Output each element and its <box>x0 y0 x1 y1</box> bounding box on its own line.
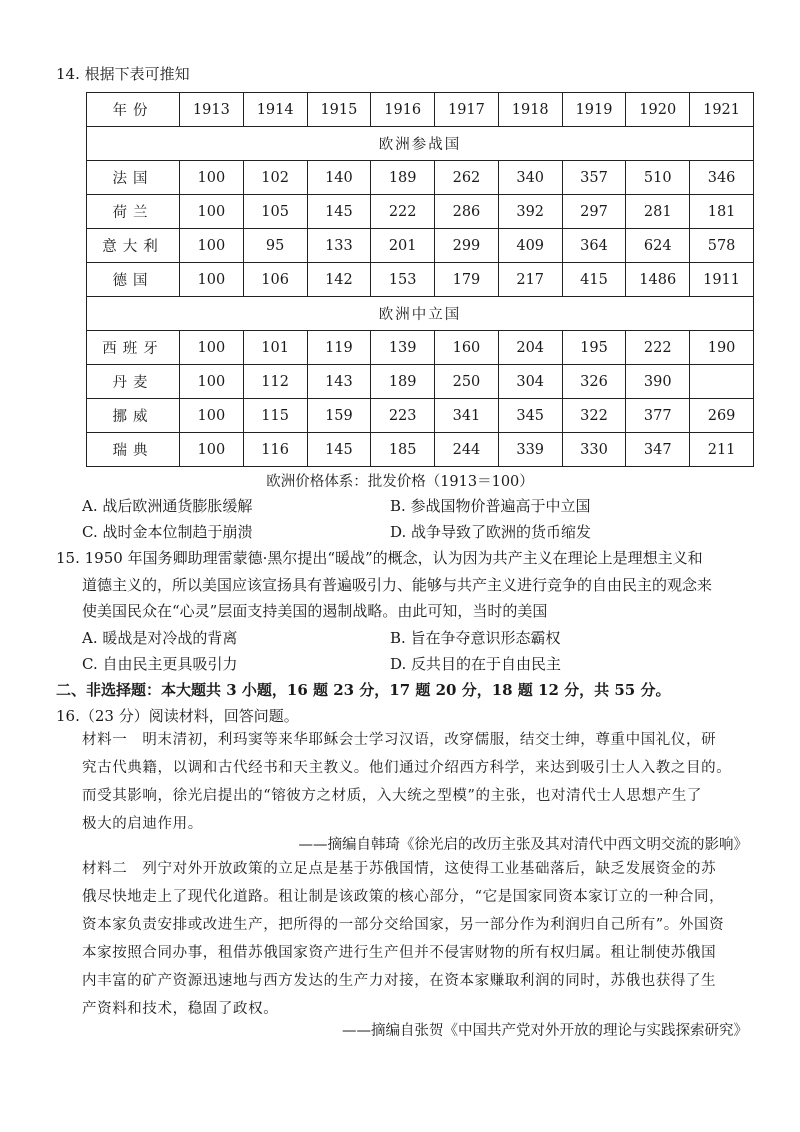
material-2-source: ——摘编自张贺《中国共产党对外开放的理论与实践探索研究》 <box>342 1023 748 1039</box>
price-cell: 102 <box>243 161 307 195</box>
q15-option-a[interactable]: A. 暖战是对冷战的背离 <box>82 629 238 647</box>
price-cell: 116 <box>243 433 307 467</box>
price-cell: 106 <box>243 263 307 297</box>
country-name: 瑞典 <box>87 433 180 467</box>
q14-option-c[interactable]: C. 战时金本位制趋于崩溃 <box>82 523 253 541</box>
price-cell: 100 <box>180 195 244 229</box>
price-cell: 185 <box>371 433 435 467</box>
price-cell: 347 <box>626 433 690 467</box>
price-cell: 415 <box>562 263 626 297</box>
country-name: 意大利 <box>87 229 180 263</box>
material-2-line-2: 俄尽快地走上了现代化道路。租让制是该政策的核心部分，“它是国家同资本家订立的一种合同， <box>82 889 725 905</box>
header-year: 1918 <box>498 93 562 127</box>
price-cell: 341 <box>435 399 499 433</box>
country-name: 挪威 <box>87 399 180 433</box>
price-cell: 1911 <box>690 263 754 297</box>
header-year: 1914 <box>243 93 307 127</box>
country-name: 西班牙 <box>87 331 180 365</box>
price-cell: 112 <box>243 365 307 399</box>
q15-stem-line-2: 道德主义的，所以美国应该宣扬具有普遍吸引力、能够与共产主义进行竞争的自由民主的观念来 <box>82 576 713 594</box>
material-1-line-1: 材料一 明末清初，利玛窦等来华耶稣会士学习汉语，改穿儒服，结交士绅，尊重中国礼仪，研 <box>82 732 717 748</box>
price-cell: 100 <box>180 365 244 399</box>
table-section-row <box>87 297 754 331</box>
price-cell: 115 <box>243 399 307 433</box>
price-cell: 578 <box>690 229 754 263</box>
price-cell: 100 <box>180 263 244 297</box>
price-cell: 179 <box>435 263 499 297</box>
price-cell: 100 <box>180 433 244 467</box>
header-year: 1919 <box>562 93 626 127</box>
price-cell: 222 <box>626 331 690 365</box>
price-cell: 204 <box>498 331 562 365</box>
country-name: 法国 <box>87 161 180 195</box>
price-cell: 189 <box>371 365 435 399</box>
price-cell: 244 <box>435 433 499 467</box>
header-year-label: 年份 <box>87 93 180 127</box>
q15-option-d[interactable]: D. 反共目的在于自由民主 <box>390 655 562 673</box>
price-cell: 100 <box>180 399 244 433</box>
table-caption: 欧洲价格体系：批发价格（1913＝100） <box>266 474 534 490</box>
section-label: 欧洲参战国 <box>87 127 754 161</box>
q14-option-a[interactable]: A. 战后欧洲通货膨胀缓解 <box>82 497 253 515</box>
price-cell: 297 <box>562 195 626 229</box>
price-cell <box>690 365 754 399</box>
price-cell: 145 <box>307 195 371 229</box>
price-cell: 142 <box>307 263 371 297</box>
material-2 <box>82 855 724 1023</box>
price-cell: 195 <box>562 331 626 365</box>
q14-option-d[interactable]: D. 战争导致了欧洲的货币缩发 <box>390 523 592 541</box>
price-cell: 281 <box>626 195 690 229</box>
price-cell: 377 <box>626 399 690 433</box>
table-row <box>87 161 754 195</box>
price-cell: 133 <box>307 229 371 263</box>
header-year: 1917 <box>435 93 499 127</box>
price-cell: 190 <box>690 331 754 365</box>
table-row <box>87 365 754 399</box>
price-cell: 160 <box>435 331 499 365</box>
q15-option-c[interactable]: C. 自由民主更具吸引力 <box>82 655 238 673</box>
price-cell: 346 <box>690 161 754 195</box>
price-cell: 262 <box>435 161 499 195</box>
price-cell: 330 <box>562 433 626 467</box>
table-row <box>87 399 754 433</box>
q14-option-b[interactable]: B. 参战国物价普遍高于中立国 <box>390 497 591 515</box>
price-cell: 339 <box>498 433 562 467</box>
price-cell: 145 <box>307 433 371 467</box>
table-row <box>87 263 754 297</box>
q15-stem-line-1: 15. 1950 年国务卿助理雷蒙德·黑尔提出“暖战”的概念，认为因为共产主义在理论上是理想主义和 <box>56 549 703 567</box>
material-2-line-3: 资本家负责安排或改进生产，把所得的一部分交给国家，另一部分作为利润归自己所有”。外国资 <box>82 917 725 933</box>
material-2-line-4: 本家按照合同办事，租借苏俄国家资产进行生产但并不侵害财物的所有权归属。租让制使苏俄国 <box>82 945 717 961</box>
price-cell: 100 <box>180 161 244 195</box>
price-table <box>86 92 754 467</box>
price-cell: 223 <box>371 399 435 433</box>
price-cell: 100 <box>180 229 244 263</box>
header-year: 1921 <box>690 93 754 127</box>
q14-title: 14. 根据下表可推知 <box>56 65 190 83</box>
table-section-row <box>87 127 754 161</box>
header-year: 1915 <box>307 93 371 127</box>
price-cell: 222 <box>371 195 435 229</box>
country-name: 丹麦 <box>87 365 180 399</box>
price-cell: 211 <box>690 433 754 467</box>
price-cell: 340 <box>498 161 562 195</box>
price-cell: 181 <box>690 195 754 229</box>
material-1-source: ——摘编自韩琦《徐光启的改历主张及其对清代中西文明交流的影响》 <box>298 837 748 853</box>
price-cell: 95 <box>243 229 307 263</box>
material-2-line-1: 材料二 列宁对外开放政策的立足点是基于苏俄国情，这使得工业基础落后，缺乏发展资金的苏 <box>82 861 717 877</box>
price-cell: 139 <box>371 331 435 365</box>
material-1-line-2: 究古代典籍，以调和古代经书和天主教义。他们通过介绍西方科学，来达到吸引士人入教之目的。 <box>82 760 732 776</box>
price-cell: 1486 <box>626 263 690 297</box>
table-row <box>87 433 754 467</box>
header-year: 1913 <box>180 93 244 127</box>
q15-stem-line-3: 使美国民众在“心灵”层面支持美国的遏制战略。由此可知，当时的美国 <box>82 602 548 620</box>
price-cell: 392 <box>498 195 562 229</box>
table-row <box>87 331 754 365</box>
price-cell: 409 <box>498 229 562 263</box>
price-cell: 286 <box>435 195 499 229</box>
material-1 <box>82 726 731 838</box>
price-cell: 322 <box>562 399 626 433</box>
q15-option-b[interactable]: B. 旨在争夺意识形态霸权 <box>390 629 561 647</box>
price-cell: 189 <box>371 161 435 195</box>
table-row <box>87 229 754 263</box>
country-name: 荷兰 <box>87 195 180 229</box>
price-cell: 269 <box>690 399 754 433</box>
header-year: 1916 <box>371 93 435 127</box>
price-cell: 250 <box>435 365 499 399</box>
price-cell: 510 <box>626 161 690 195</box>
price-cell: 140 <box>307 161 371 195</box>
material-2-line-5: 内丰富的矿产资源迅速地与西方发达的生产力对接，在资本家赚取利润的同时，苏俄也获得了生 <box>82 973 717 989</box>
price-cell: 345 <box>498 399 562 433</box>
price-cell: 624 <box>626 229 690 263</box>
price-cell: 304 <box>498 365 562 399</box>
country-name: 德国 <box>87 263 180 297</box>
header-year: 1920 <box>626 93 690 127</box>
price-cell: 390 <box>626 365 690 399</box>
price-cell: 159 <box>307 399 371 433</box>
section-label: 欧洲中立国 <box>87 297 754 331</box>
material-2-line-6: 产资料和技术，稳固了政权。 <box>82 1001 279 1017</box>
material-1-line-4: 极大的启迪作用。 <box>82 816 203 832</box>
price-cell: 201 <box>371 229 435 263</box>
price-cell: 105 <box>243 195 307 229</box>
price-cell: 299 <box>435 229 499 263</box>
q16-title: 16.（23 分）阅读材料，回答问题。 <box>56 707 299 725</box>
price-cell: 119 <box>307 331 371 365</box>
price-cell: 153 <box>371 263 435 297</box>
price-cell: 364 <box>562 229 626 263</box>
price-cell: 357 <box>562 161 626 195</box>
table-row <box>87 195 754 229</box>
price-cell: 101 <box>243 331 307 365</box>
price-cell: 217 <box>498 263 562 297</box>
price-cell: 100 <box>180 331 244 365</box>
material-1-line-3: 而受其影响，徐光启提出的“镕彼方之材质，入大统之型模”的主张，也对清代士人思想产生了 <box>82 788 703 804</box>
price-cell: 143 <box>307 365 371 399</box>
table-header-row <box>87 93 754 127</box>
price-cell: 326 <box>562 365 626 399</box>
section2-heading: 二、非选择题：本大题共 3 小题，16 题 23 分，17 题 20 分，18 题 12 分，共 55 分。 <box>56 681 671 699</box>
